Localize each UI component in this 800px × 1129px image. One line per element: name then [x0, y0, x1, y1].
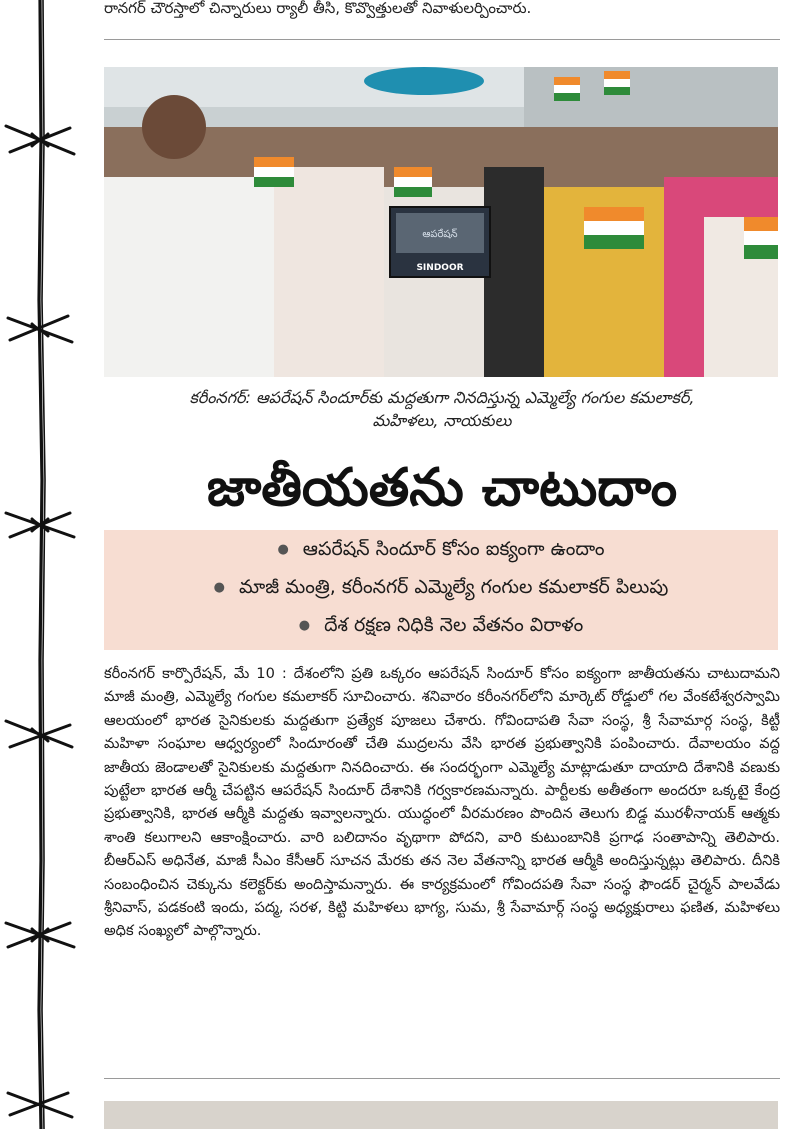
- next-article-photo: [104, 1101, 778, 1129]
- headline: జాతీయతను చాటుదాం: [206, 457, 678, 518]
- bullet-icon: ●: [213, 579, 226, 595]
- subhead-item: ● దేశ రక్షణ నిధికి నెల వేతనం విరాళం: [298, 614, 584, 636]
- bullet-icon: ●: [277, 541, 289, 557]
- divider-bottom: [104, 1078, 780, 1079]
- subhead-item: ● మాజీ మంత్రి, కరీంనగర్ ఎమ్మెల్యే గంగుల కమలాకర్ పిలుపు: [213, 576, 669, 598]
- article-paragraph: కరీంనగర్ కార్పొరేషన్, మే 10 : దేశంలోని ప్రతి ఒక్కరం ఆపరేషన్ సిందూర్ కోసం ఐక్యంగా జాతీయతను చాటుదామని మాజీ మంత్రి, ఎమ్మెల్యే గంగుల కమలాకర్ సూచించారు. శనివారం కరీంనగర్‌లోని మార్కెట్ రోడ్డులో గల వేంకటేశ్వరస్వామి ఆలయంలో భారత సైనికులకు మద్దతుగా ప్రత్యేక పూజలు చేశారు. గోవిందాపతి సేవా సంస్థ, శ్రీ సేవామార్గ సంస్థ, కిట్టీ మహిళా సంఘాల ఆధ్వర్యంలో సిందూరంతో చేతి ముద్రలను వేసి భారత ప్రభుత్వానికి పంపించారు. దేవాలయం వద్ద జాతీయ జెండాలతో సైనికులకు మద్దతుగా నినదించారు. ఈ సందర్భంగా ఎమ్మెల్యే మాట్లాడుతూ దాయాది దేశానికి వణుకు పుట్టేలా భారత ఆర్మీ చేపట్టిన ఆపరేషన్ సిందూర్ దేశానికి గర్వకారణమన్నారు. పార్టీలకు అతీతంగా అందరూ ఒక్కటై కేంద్ర ప్రభుత్వానికి, భారత ఆర్మీకి మద్దతు ఇవ్వాలన్నారు. యుద్ధంలో వీరమరణం పొందిన తెలుగు బిడ్డ మురళీనాయక్ ఆత్మకు శాంతి కలుగాలని ఆకాంక్షించారు. వారి బలిదానం వృథాగా పోదని, వారి కుటుంబానికి ప్రగాఢ సంతాపాన్ని తెలిపారు. బీఆర్‌ఎస్ అధినేత, మాజీ సీఎం కేసీఆర్ సూచన మేరకు తన నెల వేతనాన్ని భారత ఆర్మీకి అందిస్తున్నట్లు తెలిపారు. దీనికి సంబంధించిన చెక్కును కలెక్టర్‌కు అందిస్తామన్నారు. ఈ కార్యక్రమంలో గోవిందపతి సేవా సంస్థ ఫౌండర్ చైర్మన్ పాలవేడు శ్రీనివాస్, పడకంటి ఇందు, పద్మ, సరళ, కిట్టి మహిళలు భాగ్య, సుమ, శ్రీ సేవామార్గ్ సంస్థ అధ్యక్షురాలు ఫణిత, మహిళలు అధిక సంఖ్యలో పాల్గొన్నారు.: [104, 665, 780, 940]
- previous-article-text: రానగర్ చౌరస్తాలో చిన్నారులు ర్యాలీ తీసి, కొవ్వొత్తులతో నివాళులర్పించారు.: [104, 0, 532, 17]
- caption-line-1: కరీంనగర్: ఆపరేషన్ సిందూర్‌కు మద్దతుగా నినదిస్తున్న ఎమ్మెల్యే గంగుల కమలాకర్,: [189, 388, 695, 407]
- placard-title: ఆపరేషన్: [422, 229, 458, 240]
- photo-caption: [104, 386, 780, 432]
- placard-brand: SINDOOR: [416, 263, 464, 273]
- subheads-box: [104, 530, 778, 650]
- subhead-item: ● ఆపరేషన్ సిందూర్ కోసం ఐక్యంగా ఉందాం: [277, 538, 605, 560]
- bullet-icon: ●: [298, 617, 311, 633]
- article-body: [104, 662, 780, 943]
- caption-line-2: మహిళలు, నాయకులు: [372, 411, 512, 430]
- divider-top: [104, 39, 780, 40]
- barbed-wire-border: [0, 0, 90, 1129]
- news-photo: [104, 67, 778, 377]
